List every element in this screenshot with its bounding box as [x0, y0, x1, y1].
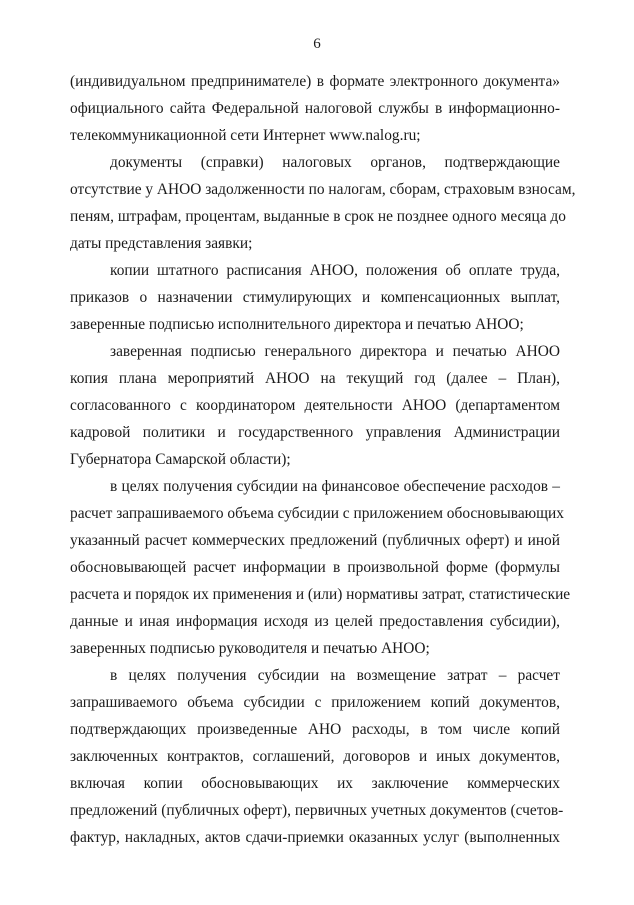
text-line: в целях получения субсидии на финансовое обеспечение расходов – — [110, 478, 560, 495]
text-line: Губернатора Самарской области); — [70, 451, 291, 468]
page-number: 6 — [313, 36, 321, 52]
text-line: копия плана мероприятий АНОО на текущий год (далее – План), — [70, 370, 560, 387]
paragraph-1 — [70, 68, 560, 149]
text-line: официального сайта Федеральной налоговой службы в информационно- — [70, 100, 560, 117]
text-line: телекоммуникационной сети Интернет www.nalog.ru; — [70, 127, 421, 144]
text-line: пеням, штрафам, процентам, выданные в срок не позднее одного месяца до — [70, 208, 566, 225]
text-line: обосновывающей расчет информации в произвольной форме (формулы — [70, 559, 560, 576]
document-body — [70, 68, 576, 851]
paragraph-2 — [70, 149, 576, 257]
paragraph-3 — [70, 257, 560, 338]
text-line: кадровой политики и государственного управления Администрации — [70, 424, 560, 441]
text-line: заключенных контрактов, соглашений, договоров и иных документов, — [70, 748, 560, 765]
text-line: согласованного с координатором деятельности АНОО (департаментом — [70, 397, 560, 414]
text-line: подтверждающих произведенные АНО расходы, в том числе копий — [70, 721, 560, 738]
text-line: запрашиваемого объема субсидии с приложением копий документов, — [70, 694, 560, 711]
text-line: копии штатного расписания АНОО, положения об оплате труда, — [110, 262, 560, 279]
text-line: в целях получения субсидии на возмещение затрат – расчет — [110, 667, 560, 684]
text-line: фактур, накладных, актов сдачи-приемки оказанных услуг (выполненных — [70, 829, 560, 846]
text-line: приказов о назначении стимулирующих и компенсационных выплат, — [70, 289, 560, 306]
paragraph-6 — [70, 662, 564, 851]
text-line: расчет запрашиваемого объема субсидии с приложением обосновывающих — [70, 505, 564, 522]
text-line: включая копии обосновывающих их заключение коммерческих — [70, 775, 560, 792]
text-line: отсутствие у АНОО задолженности по налогам, сборам, страховым взносам, — [70, 181, 576, 198]
paragraph-4 — [70, 338, 560, 473]
text-line: расчета и порядок их применения и (или) нормативы затрат, статистические — [70, 586, 571, 603]
text-line: даты представления заявки; — [70, 235, 253, 252]
text-line: предложений (публичных оферт), первичных учетных документов (счетов- — [70, 802, 564, 819]
text-line: указанный расчет коммерческих предложений (публичных оферт) и иной — [70, 532, 560, 549]
text-line: данные и иная информация исходя из целей предоставления субсидии), — [70, 613, 560, 630]
text-line: (индивидуальном предпринимателе) в формате электронного документа» — [70, 73, 560, 90]
text-line: заверенные подписью исполнительного директора и печатью АНОО; — [70, 316, 524, 333]
text-line: заверенная подписью генерального директора и печатью АНОО — [110, 343, 560, 360]
paragraph-5 — [70, 473, 571, 662]
text-line: документы (справки) налоговых органов, подтверждающие — [110, 154, 560, 171]
text-line: заверенных подписью руководителя и печатью АНОО; — [70, 640, 430, 657]
